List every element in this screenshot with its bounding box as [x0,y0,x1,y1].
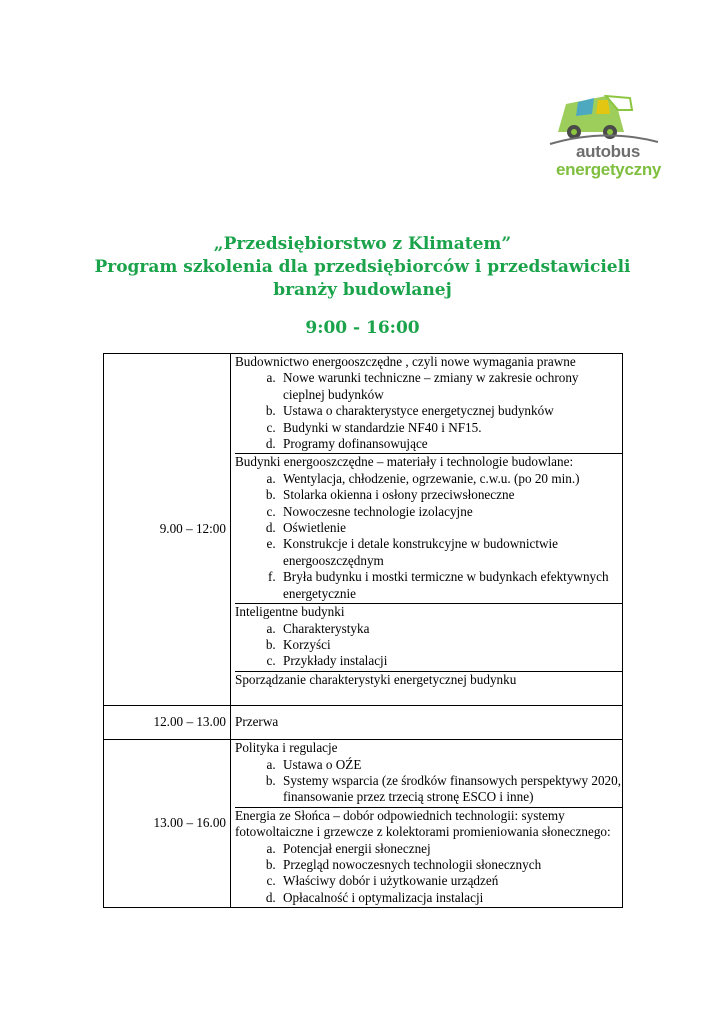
list-item: a. Charakterystyka [279,621,622,637]
time-range: 9:00 - 16:00 [305,318,420,338]
logo-text-autobus: autobus [576,142,641,161]
topic-list [235,370,622,452]
topic-title: Sporządzanie charakterystyki energetycznej budynku [235,671,517,687]
list-item: b. Korzyści [279,637,622,653]
topic-block [235,354,622,454]
table-row [104,354,623,706]
schedule-table [103,353,623,908]
list-item: c. Budynki w standardzie NF40 i NF15. [279,420,622,436]
title-branch: branży budowlanej [273,280,452,300]
logo-text-energetyczny: energetyczny [556,160,662,179]
topic-title: Inteligentne budynki [235,604,345,620]
topic-list [235,471,622,602]
topic-title: Polityka i regulacje [235,740,338,756]
time-cell: 12.00 – 13.00 [104,706,231,740]
topic-title: Budownictwo energooszczędne , czyli nowe wymagania prawne [235,354,576,369]
topic-block [235,740,622,808]
list-item: a. Wentylacja, chłodzenie, ogrzewanie, c.w.u. (po 20 min.) [279,471,622,487]
list-item: a. Potencjał energii słonecznej [279,841,622,857]
table-row [104,706,623,740]
topic-list [235,621,622,670]
topic-block [235,604,622,672]
list-item: d. Programy dofinansowujące [279,436,622,452]
list-item: d. Opłacalność i optymalizacja instalacji [279,890,622,906]
list-item: b. Systemy wsparcia (ze środków finansowych perspektywy 2020, finansowanie przez trzecią stronę ESCO i inne) [279,773,622,806]
list-item: c. Właściwy dobór i użytkowanie urządzeń [279,873,622,889]
title-quote: „Przedsiębiorstwo z Klimatem” [213,234,512,254]
content-cell [231,740,623,908]
list-item: d. Oświetlenie [279,520,622,536]
list-item: e. Konstrukcje i detale konstrukcyjne w budownictwie energooszczędnym [279,536,622,569]
list-item: c. Nowoczesne technologie izolacyjne [279,504,622,520]
time-cell: 13.00 – 16.00 [104,740,231,908]
topic-block [235,808,622,907]
topic-list [235,757,622,806]
list-item: c. Przykłady instalacji [279,653,622,669]
list-item: b. Przegląd nowoczesnych technologii słonecznych [279,857,622,873]
title-program: Program szkolenia dla przedsiębiorców i przedstawicieli [94,257,631,277]
topic-list [235,841,622,907]
document-header [60,233,665,338]
list-item: b. Ustawa o charakterystyce energetycznej budynków [279,403,622,419]
table-row [104,740,623,908]
list-item: a. Nowe warunki techniczne – zmiany w zakresie ochrony cieplnej budynków [279,370,622,403]
topic-title: Budynki energooszczędne – materiały i technologie budowlane: [235,454,574,470]
list-item: b. Stolarka okienna i osłony przeciwsłoneczne [279,487,622,503]
break-cell: Przerwa [231,706,623,740]
content-cell [231,354,623,706]
topic-block [235,672,622,705]
topic-title: Energia ze Słońca – dobór odpowiednich technologii: systemy fotowoltaiczne i grzewcze z kolektorami promieniowania słonecznego: [235,807,611,840]
time-cell: 9.00 – 12:00 [104,354,231,706]
list-item: f. Bryła budynku i mostki termiczne w budynkach efektywnych energetycznie [279,569,622,602]
topic-block [235,454,622,604]
list-item: a. Ustawa o OŹE [279,757,622,773]
